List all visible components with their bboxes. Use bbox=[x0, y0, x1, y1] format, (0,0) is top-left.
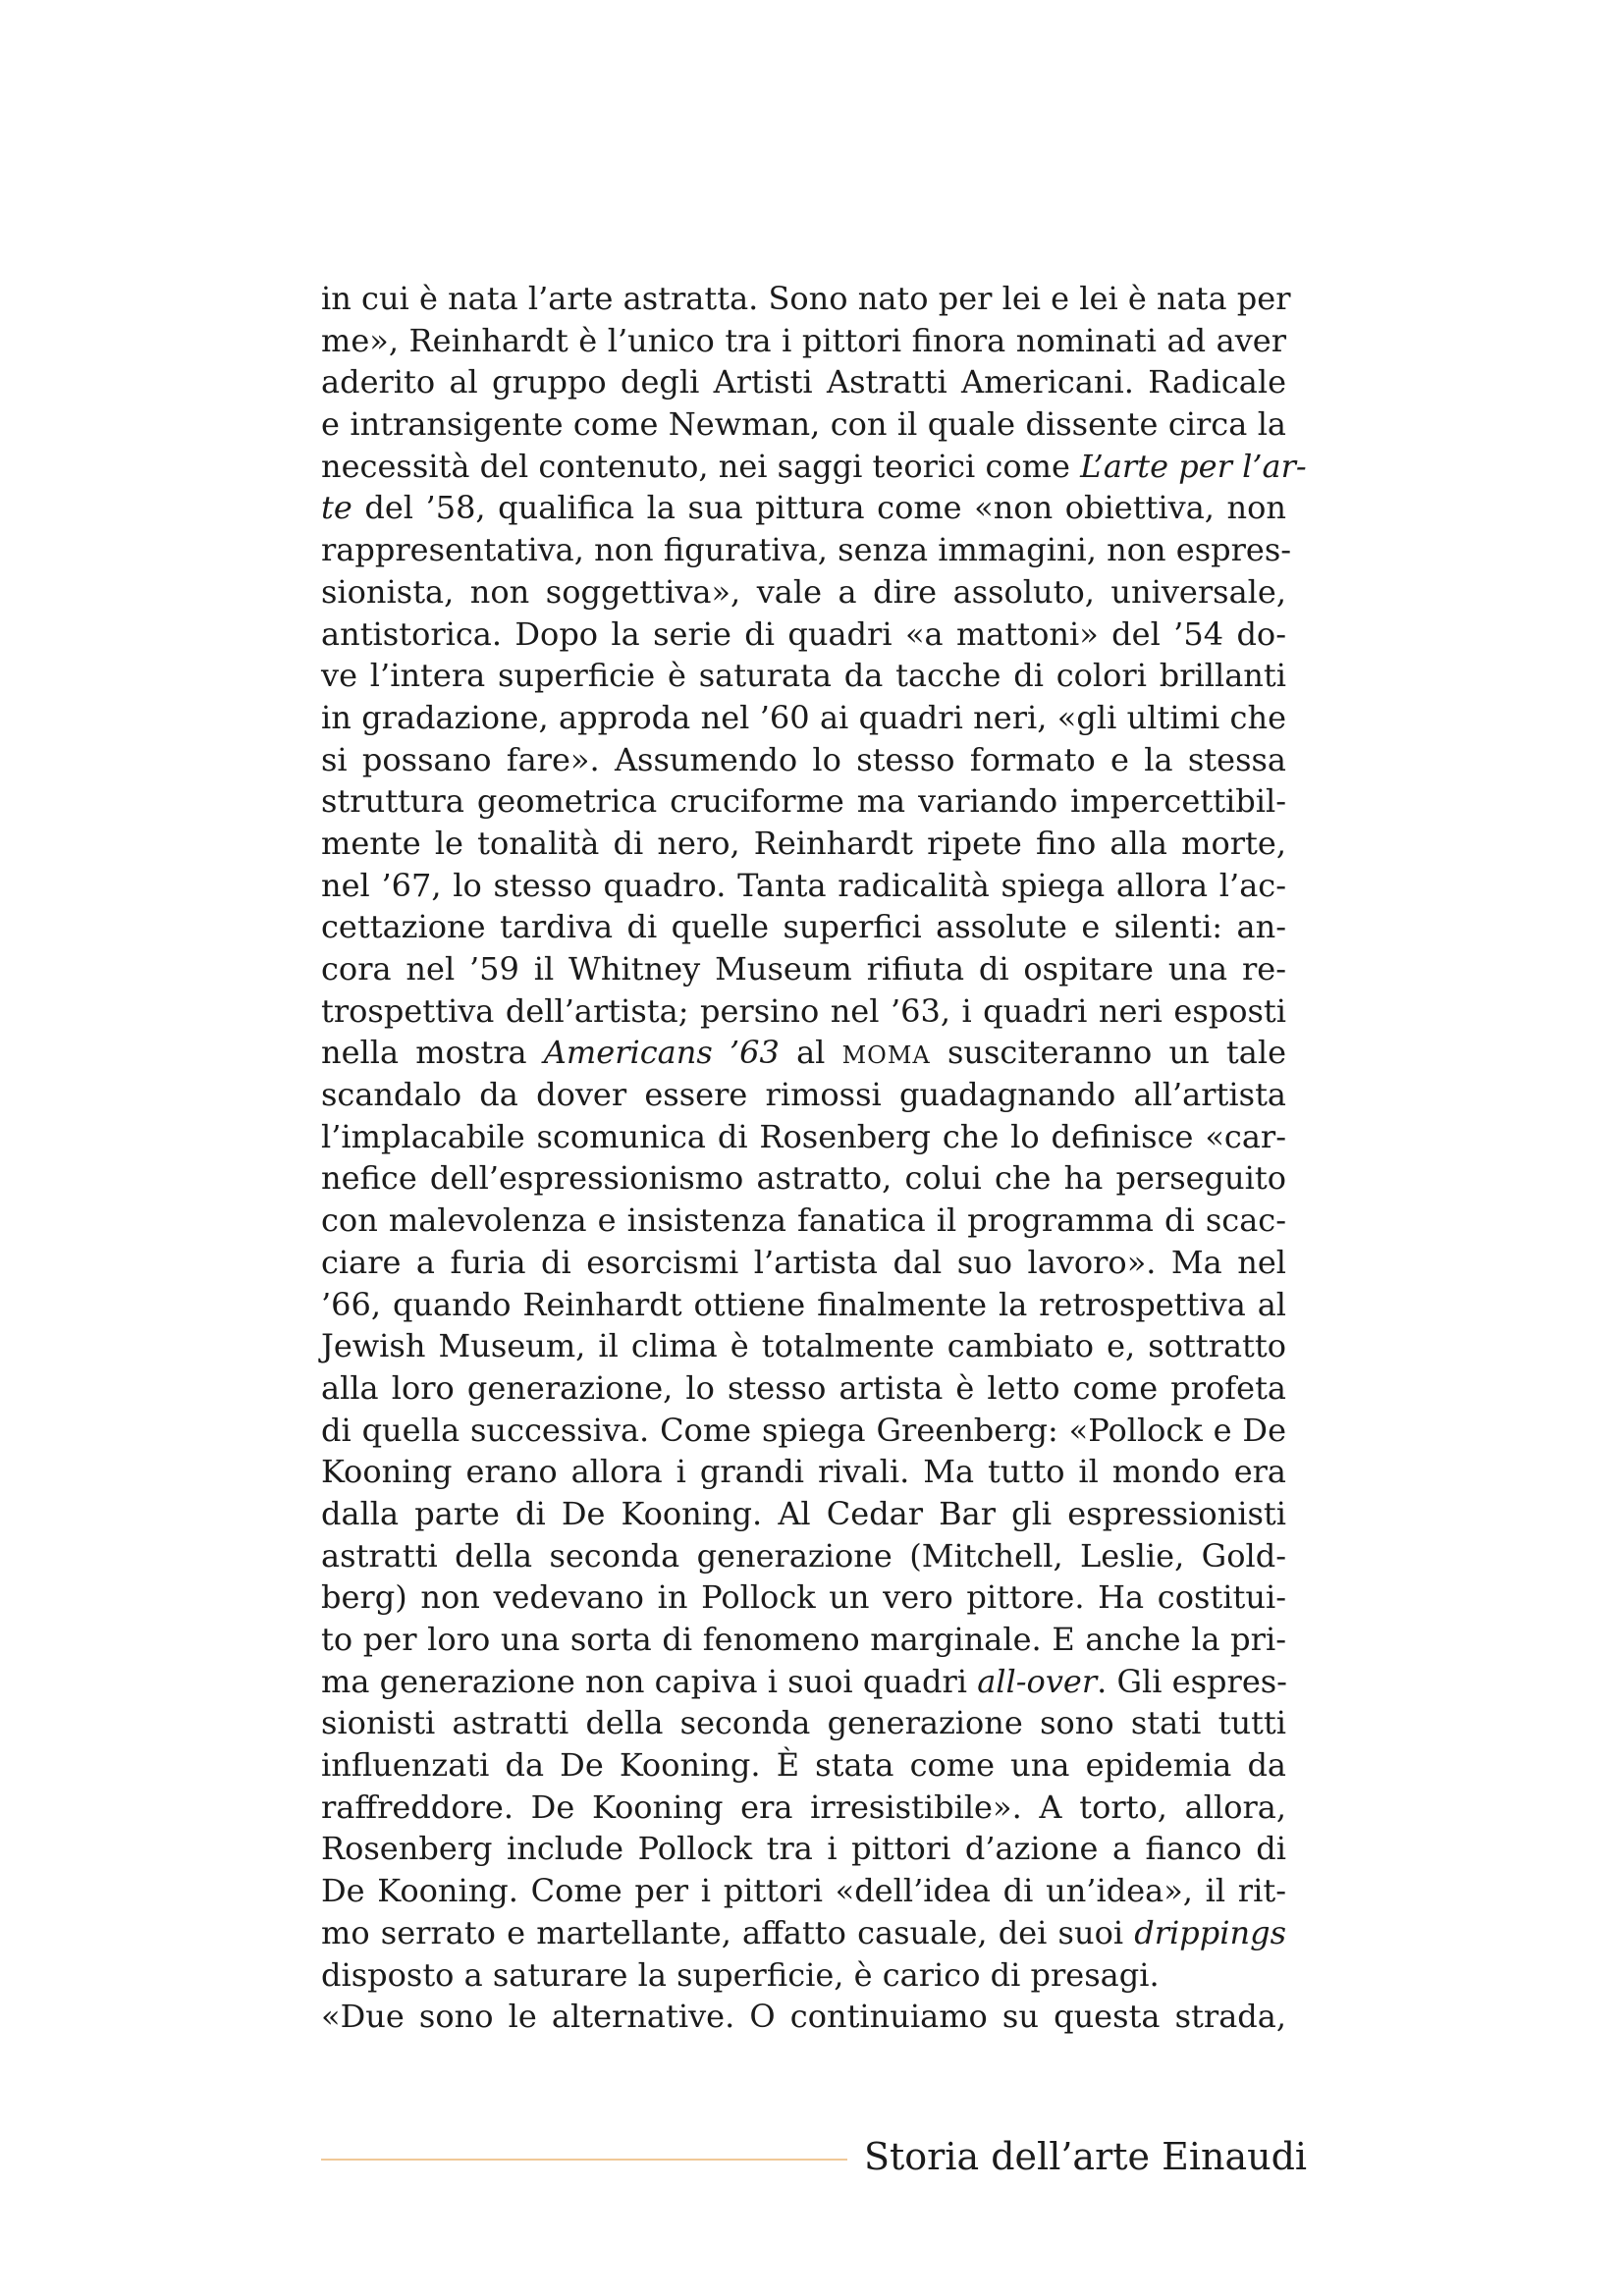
footer-title: Storia dell’arte Einaudi bbox=[864, 2135, 1308, 2178]
text-segment: nel ’67, lo stesso quadro. Tanta radicalità spiega allora l’ac- bbox=[321, 866, 1286, 904]
text-segment: sionisti astratti della seconda generazione sono stati tutti bbox=[321, 1704, 1286, 1742]
text-segment: Jewish Museum, il clima è totalmente cambiato e, sottratto bbox=[321, 1327, 1286, 1365]
body-text bbox=[321, 278, 1307, 2038]
text-line bbox=[321, 1828, 1286, 1870]
text-segment: scandalo da dover essere rimossi guadagnando all’artista bbox=[321, 1076, 1286, 1114]
text-line bbox=[321, 1157, 1286, 1200]
text-segment: aderito al gruppo degli Artisti Astratti Americani. Radicale bbox=[321, 363, 1286, 401]
text-segment: cettazione tardiva di quelle superfici assolute e silenti: an- bbox=[321, 908, 1286, 946]
italic-text: te bbox=[321, 489, 352, 527]
italic-text: drippings bbox=[1134, 1913, 1286, 1951]
text-line bbox=[321, 655, 1286, 697]
italic-text: Americans ’63 bbox=[543, 1034, 780, 1072]
text-line bbox=[321, 1410, 1286, 1452]
text-segment: al bbox=[779, 1034, 842, 1072]
text-line bbox=[321, 990, 1286, 1033]
text-line bbox=[321, 948, 1286, 990]
text-segment: in cui è nata l’arte astratta. Sono nato per lei e lei è nata per bbox=[321, 280, 1291, 317]
text-line bbox=[321, 571, 1286, 614]
text-segment: si possano fare». Assumendo lo stesso formato e la stessa bbox=[321, 740, 1286, 778]
text-line bbox=[321, 487, 1286, 529]
text-line bbox=[321, 1535, 1286, 1577]
text-line bbox=[321, 906, 1286, 948]
text-line bbox=[321, 1702, 1286, 1744]
text-segment: me», Reinhardt è l’unico tra i pittori finora nominati ad aver bbox=[321, 321, 1286, 359]
text-line bbox=[321, 1954, 1286, 1997]
text-line bbox=[321, 1284, 1286, 1326]
text-segment: ve l’intera superficie è saturata da tacche di colori brillanti bbox=[321, 657, 1286, 695]
text-segment: mente le tonalità di nero, Reinhardt ripete fino alla morte, bbox=[321, 824, 1286, 862]
text-segment: dalla parte di De Kooning. Al Cedar Bar gli espressionisti bbox=[321, 1494, 1286, 1532]
text-segment: susciteranno un tale bbox=[930, 1034, 1287, 1072]
text-line bbox=[321, 780, 1286, 823]
text-line bbox=[321, 1367, 1286, 1410]
text-segment: di quella successiva. Come spiega Greenberg: «Pollock e De bbox=[321, 1411, 1286, 1449]
text-segment: con malevolenza e insistenza fanatica il programma di scac- bbox=[321, 1201, 1286, 1240]
text-segment: «Due sono le alternative. O continuiamo su questa strada, bbox=[321, 1998, 1286, 2036]
text-line bbox=[321, 614, 1286, 656]
text-segment: l’implacabile scomunica di Rosenberg che lo definisce «car- bbox=[321, 1117, 1286, 1155]
text-segment: De Kooning. Come per i pittori «dell’idea di un’idea», il rit- bbox=[321, 1872, 1286, 1910]
text-segment: necessità del contenuto, nei saggi teorici come bbox=[321, 447, 1081, 485]
text-segment: influenzati da De Kooning. È stata come una epidemia da bbox=[321, 1746, 1286, 1785]
text-segment: nefice dell’espressionismo astratto, colui che ha perseguito bbox=[321, 1159, 1286, 1198]
footer-rule bbox=[321, 2159, 847, 2161]
text-segment: disposto a saturare la superficie, è carico di presagi. bbox=[321, 1955, 1160, 1994]
text-segment: berg) non vedevano in Pollock un vero pittore. Ha costitui- bbox=[321, 1578, 1286, 1617]
text-line bbox=[321, 1200, 1286, 1242]
text-segment: antistorica. Dopo la serie di quadri «a mattoni» del ’54 do- bbox=[321, 614, 1286, 653]
text-segment: ma generazione non capiva i suoi quadri bbox=[321, 1662, 978, 1700]
text-line bbox=[321, 1619, 1286, 1661]
text-line bbox=[321, 1116, 1286, 1158]
text-line bbox=[321, 697, 1286, 739]
text-segment: in gradazione, approda nel ’60 ai quadri neri, «gli ultimi che bbox=[321, 698, 1286, 736]
text-segment: to per loro una sorta di fenomeno marginale. E anche la pri- bbox=[321, 1621, 1286, 1658]
text-segment: sionista, non soggettiva», vale a dire assoluto, universale, bbox=[321, 572, 1286, 611]
text-line bbox=[321, 739, 1286, 781]
text-segment: mo serrato e martellante, affatto casuale, dei suoi bbox=[321, 1913, 1135, 1951]
text-line bbox=[321, 1870, 1286, 1912]
text-line bbox=[321, 1451, 1286, 1493]
text-segment: del ’58, qualifica la sua pittura come «non obiettiva, non bbox=[352, 489, 1286, 527]
text-segment: Rosenberg include Pollock tra i pittori d’azione a fianco di bbox=[321, 1830, 1286, 1868]
text-segment: nella mostra bbox=[321, 1034, 544, 1072]
text-line bbox=[321, 865, 1286, 907]
text-line bbox=[321, 361, 1286, 403]
text-line bbox=[321, 529, 1292, 571]
text-segment: Kooning erano allora i grandi rivali. Ma tutto il mondo era bbox=[321, 1453, 1286, 1491]
text-line bbox=[321, 1661, 1286, 1703]
text-line bbox=[321, 1032, 1286, 1074]
text-line bbox=[321, 1744, 1286, 1787]
text-line bbox=[321, 1787, 1286, 1829]
text-segment: raffreddore. De Kooning era irresistibile». A torto, allora, bbox=[321, 1788, 1286, 1826]
text-segment: . Gli espres- bbox=[1097, 1662, 1287, 1700]
text-line bbox=[321, 1074, 1286, 1116]
text-segment: astratti della seconda generazione (Mitchell, Leslie, Gold- bbox=[321, 1536, 1286, 1575]
text-segment: struttura geometrica cruciforme ma variando impercettibil- bbox=[321, 782, 1286, 821]
text-line bbox=[321, 823, 1286, 865]
text-line bbox=[321, 320, 1286, 362]
text-line bbox=[321, 1325, 1286, 1367]
text-line bbox=[321, 1576, 1286, 1619]
text-segment: ’66, quando Reinhardt ottiene finalmente la retrospettiva al bbox=[321, 1285, 1286, 1323]
text-line bbox=[321, 1996, 1286, 2038]
text-line bbox=[321, 278, 1291, 320]
small-caps-text: MOMA bbox=[841, 1041, 931, 1070]
text-segment: trospettiva dell’artista; persino nel ’63, i quadri neri esposti bbox=[321, 991, 1286, 1030]
text-line bbox=[321, 1242, 1286, 1284]
italic-text: all-over bbox=[977, 1662, 1098, 1700]
italic-text: L’arte per l’ar- bbox=[1080, 447, 1307, 485]
text-line bbox=[321, 403, 1286, 446]
text-line bbox=[321, 1912, 1286, 1954]
text-line bbox=[321, 446, 1307, 488]
text-segment: ciare a furia di esorcismi l’artista dal suo lavoro». Ma nel bbox=[321, 1243, 1286, 1281]
text-line bbox=[321, 1493, 1286, 1535]
text-segment: rappresentativa, non figurativa, senza immagini, non espres- bbox=[321, 531, 1292, 569]
text-segment: cora nel ’59 il Whitney Museum rifiuta di ospitare una re- bbox=[321, 950, 1286, 988]
text-segment: e intransigente come Newman, con il quale dissente circa la bbox=[321, 405, 1286, 444]
text-segment: alla loro generazione, lo stesso artista è letto come profeta bbox=[321, 1368, 1286, 1407]
